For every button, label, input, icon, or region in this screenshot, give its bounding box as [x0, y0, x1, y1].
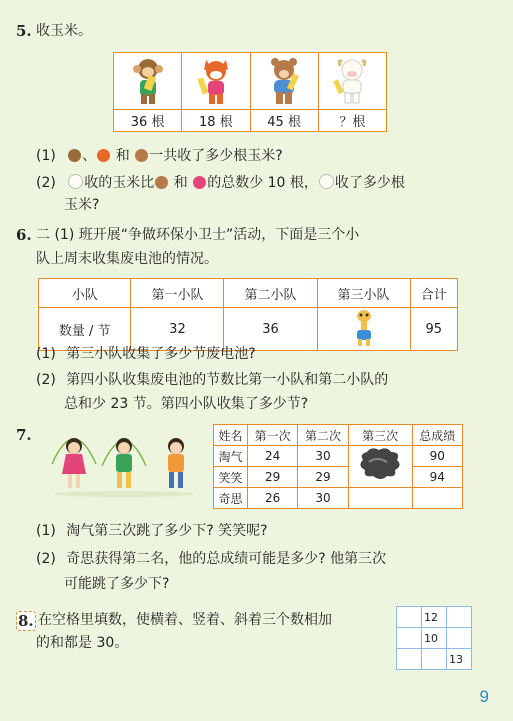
kids-jumping-rope-illustration: [44, 424, 202, 500]
header-cell: 小队: [39, 279, 131, 308]
q6-sub1: [36, 345, 256, 363]
ink-blot-cell: [348, 446, 412, 488]
value-cell: 32: [131, 308, 224, 351]
q7-sub2: [36, 550, 386, 568]
value-cell: 26: [248, 488, 298, 509]
sub-text: 、: [82, 148, 97, 164]
q8-number: 8.: [18, 612, 34, 630]
q5-sub2-cont: 玉米?: [64, 197, 100, 213]
q6-line2: 队上周末收集废电池的情况。: [36, 251, 218, 267]
value-cell: 30: [298, 488, 348, 509]
jump-rope-table: [213, 424, 463, 509]
q6-number: 6.: [16, 226, 32, 244]
name-cell: 笑笑: [214, 467, 248, 488]
goat-icon: [68, 174, 83, 189]
sub-text: 第三小队收集了多少节废电池?: [66, 346, 256, 362]
grid-cell[interactable]: [447, 628, 472, 649]
header-cell: 第一次: [248, 425, 298, 446]
sub-label: (2): [36, 175, 56, 191]
grid-cell[interactable]: 10: [422, 628, 447, 649]
grid-cell[interactable]: [397, 628, 422, 649]
monkey-figure: [114, 53, 182, 109]
q5-sub1: [36, 147, 283, 165]
value-cell: [412, 488, 462, 509]
sub-label: (1): [36, 346, 56, 362]
value-cell: 95: [410, 308, 457, 351]
name-cell: 淘气: [214, 446, 248, 467]
sub-label: (1): [36, 523, 56, 539]
battery-table: [38, 278, 458, 351]
giraffe-figure: [347, 308, 381, 346]
value-cell: 30: [298, 446, 348, 467]
value-cell: 24: [248, 446, 298, 467]
sub-label: (1): [36, 148, 56, 164]
q5-sub2: [36, 174, 405, 192]
grid-cell[interactable]: [397, 607, 422, 628]
header-cell: 第三小队: [317, 279, 410, 308]
header-cell: 第一小队: [131, 279, 224, 308]
header-cell: 姓名: [214, 425, 248, 446]
name-cell: 奇思: [214, 488, 248, 509]
sub-text: 收了多少根: [334, 175, 405, 191]
sub-text: 淘气第三次跳了多少下? 笑笑呢?: [66, 523, 268, 539]
sub-text: 和: [115, 148, 130, 164]
q7-number: 7.: [16, 426, 32, 444]
sub-text: 的总数少 10 根，: [207, 175, 318, 191]
page-number: 9: [479, 687, 489, 706]
value-cell: 29: [298, 467, 348, 488]
ink-blot-image: [357, 446, 403, 484]
q7-sub1: [36, 522, 268, 540]
q6-sub2: [36, 371, 388, 389]
row-label: 数量 / 节: [39, 308, 131, 351]
fox-icon: [97, 149, 110, 162]
grid-cell[interactable]: 13: [447, 649, 472, 670]
sub-text: 和: [173, 175, 188, 191]
magic-square-grid: [396, 606, 472, 670]
covered-cell: [317, 308, 410, 351]
monkey-icon: [68, 149, 81, 162]
count-cell: 18 根: [182, 110, 250, 131]
count-cell: ？根: [339, 115, 366, 130]
count-cell: 45 根: [251, 110, 319, 131]
sub-text: 收的玉米比: [84, 175, 155, 191]
grid-cell[interactable]: 12: [422, 607, 447, 628]
sub-label: (2): [36, 372, 56, 388]
sub-label: (2): [36, 551, 56, 567]
sub-text: 奇思获得第二名，他的总成绩可能是多少? 他第三次: [66, 551, 387, 567]
header-cell: 第三次: [348, 425, 412, 446]
value-cell: [348, 488, 412, 509]
value-cell: 36: [224, 308, 317, 351]
value-cell: 90: [412, 446, 462, 467]
bear-icon: [135, 149, 148, 162]
q5-number: 5.: [16, 22, 32, 40]
fox-icon: [193, 176, 206, 189]
goat-figure: [319, 53, 386, 109]
grid-cell[interactable]: [397, 649, 422, 670]
q7-sub2-cont: 可能跳了多少下?: [64, 576, 170, 592]
value-cell: 94: [412, 467, 462, 488]
header-cell: 第二小队: [224, 279, 317, 308]
header-cell: 第二次: [298, 425, 348, 446]
grid-cell[interactable]: [422, 649, 447, 670]
q8-line2: 的和都是 30。: [36, 635, 129, 651]
q6-sub2-cont: 总和少 23 节。第四小队收集了多少节?: [64, 396, 309, 412]
fox-figure: [182, 53, 250, 109]
header-cell: 总成绩: [412, 425, 462, 446]
q6-line1: 二 (1) 班开展“争做环保小卫士”活动，下面是三个小: [36, 227, 360, 243]
count-cell: 36 根: [114, 110, 182, 131]
value-cell: 29: [248, 467, 298, 488]
header-cell: 合计: [410, 279, 457, 308]
bear-figure: [251, 53, 319, 109]
animal-table: [113, 52, 387, 132]
sub-text: 一共收了多少根玉米?: [149, 148, 283, 164]
bear-icon: [155, 176, 168, 189]
grid-cell[interactable]: [447, 607, 472, 628]
q5-title: 收玉米。: [36, 23, 92, 39]
q8-line1: 在空格里填数，使横着、竖着、斜着三个数相加: [38, 612, 332, 628]
sub-text: 第四小队收集废电池的节数比第一小队和第二小队的: [66, 372, 389, 388]
goat-icon: [319, 174, 334, 189]
